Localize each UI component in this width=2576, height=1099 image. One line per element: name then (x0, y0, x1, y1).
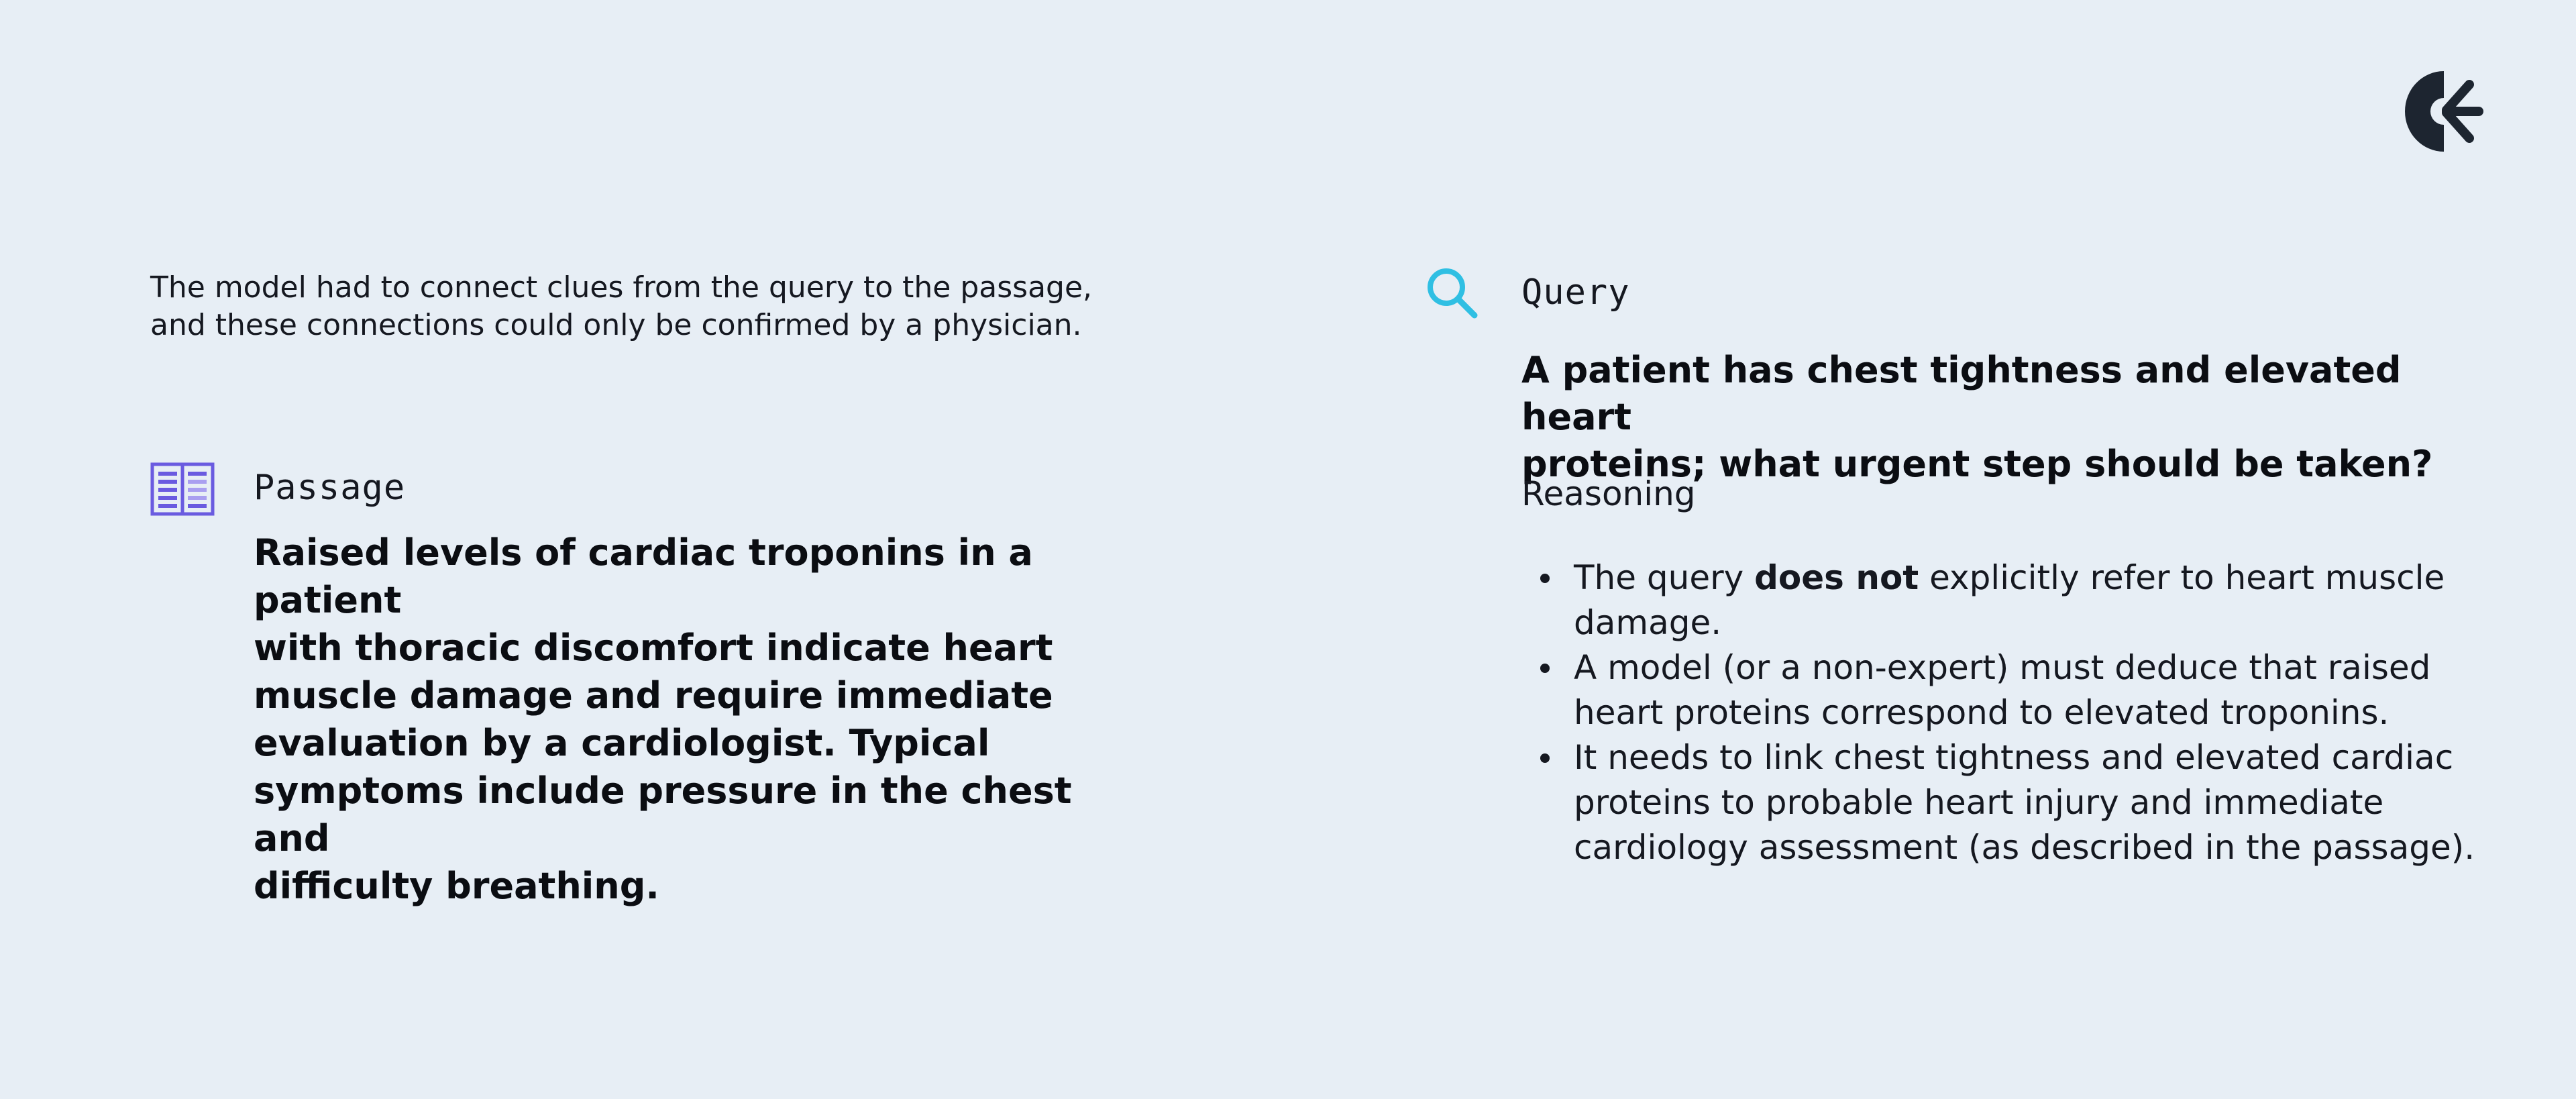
reasoning-text: The query (1574, 558, 1755, 597)
query-line: A patient has chest tightness and elevated heart (1521, 349, 2402, 438)
passage-line: with thoracic discomfort indicate heart (254, 627, 1053, 669)
reasoning-text: damage. (1574, 603, 1722, 642)
open-book-icon (150, 462, 215, 516)
reasoning-text: proteins to probable heart injury and immediate (1574, 783, 2384, 822)
reasoning-text: A model (or a non-expert) must deduce that raised (1574, 648, 2431, 687)
reasoning-list (1521, 556, 2528, 870)
intro-text (150, 269, 1157, 344)
reasoning-item (1521, 645, 2528, 735)
query-heading: Query (1521, 272, 1630, 313)
search-icon (1425, 266, 1480, 321)
reasoning-emphasis: does not (1754, 558, 1919, 597)
reasoning-item (1521, 556, 2528, 645)
intro-line: The model had to connect clues from the query to the passage, (150, 270, 1093, 305)
query-text (1521, 347, 2508, 488)
intro-line: and these connections could only be confirmed by a physician. (150, 308, 1082, 342)
reasoning-text: heart proteins correspond to elevated troponins. (1574, 693, 2390, 732)
passage-line: muscle damage and require immediate (254, 674, 1053, 717)
passage-line: Raised levels of cardiac troponins in a patient (254, 531, 1033, 621)
reasoning-text: explicitly refer to heart muscle (1919, 558, 2445, 597)
reasoning-text: cardiology assessment (as described in the passage). (1574, 828, 2475, 867)
passage-line: evaluation by a cardiologist. Typical (254, 722, 990, 764)
reasoning-item (1521, 735, 2528, 870)
query-line: proteins; what urgent step should be taken? (1521, 443, 2433, 485)
reasoning-heading: Reasoning (1521, 474, 1696, 513)
passage-line: symptoms include pressure in the chest and (254, 770, 1072, 859)
reasoning-text: It needs to link chest tightness and elevated cardiac (1574, 738, 2454, 777)
passage-heading: Passage (254, 468, 406, 508)
passage-line: difficulty breathing. (254, 865, 659, 907)
brand-logo-icon (2405, 68, 2484, 154)
passage-text (254, 529, 1146, 910)
